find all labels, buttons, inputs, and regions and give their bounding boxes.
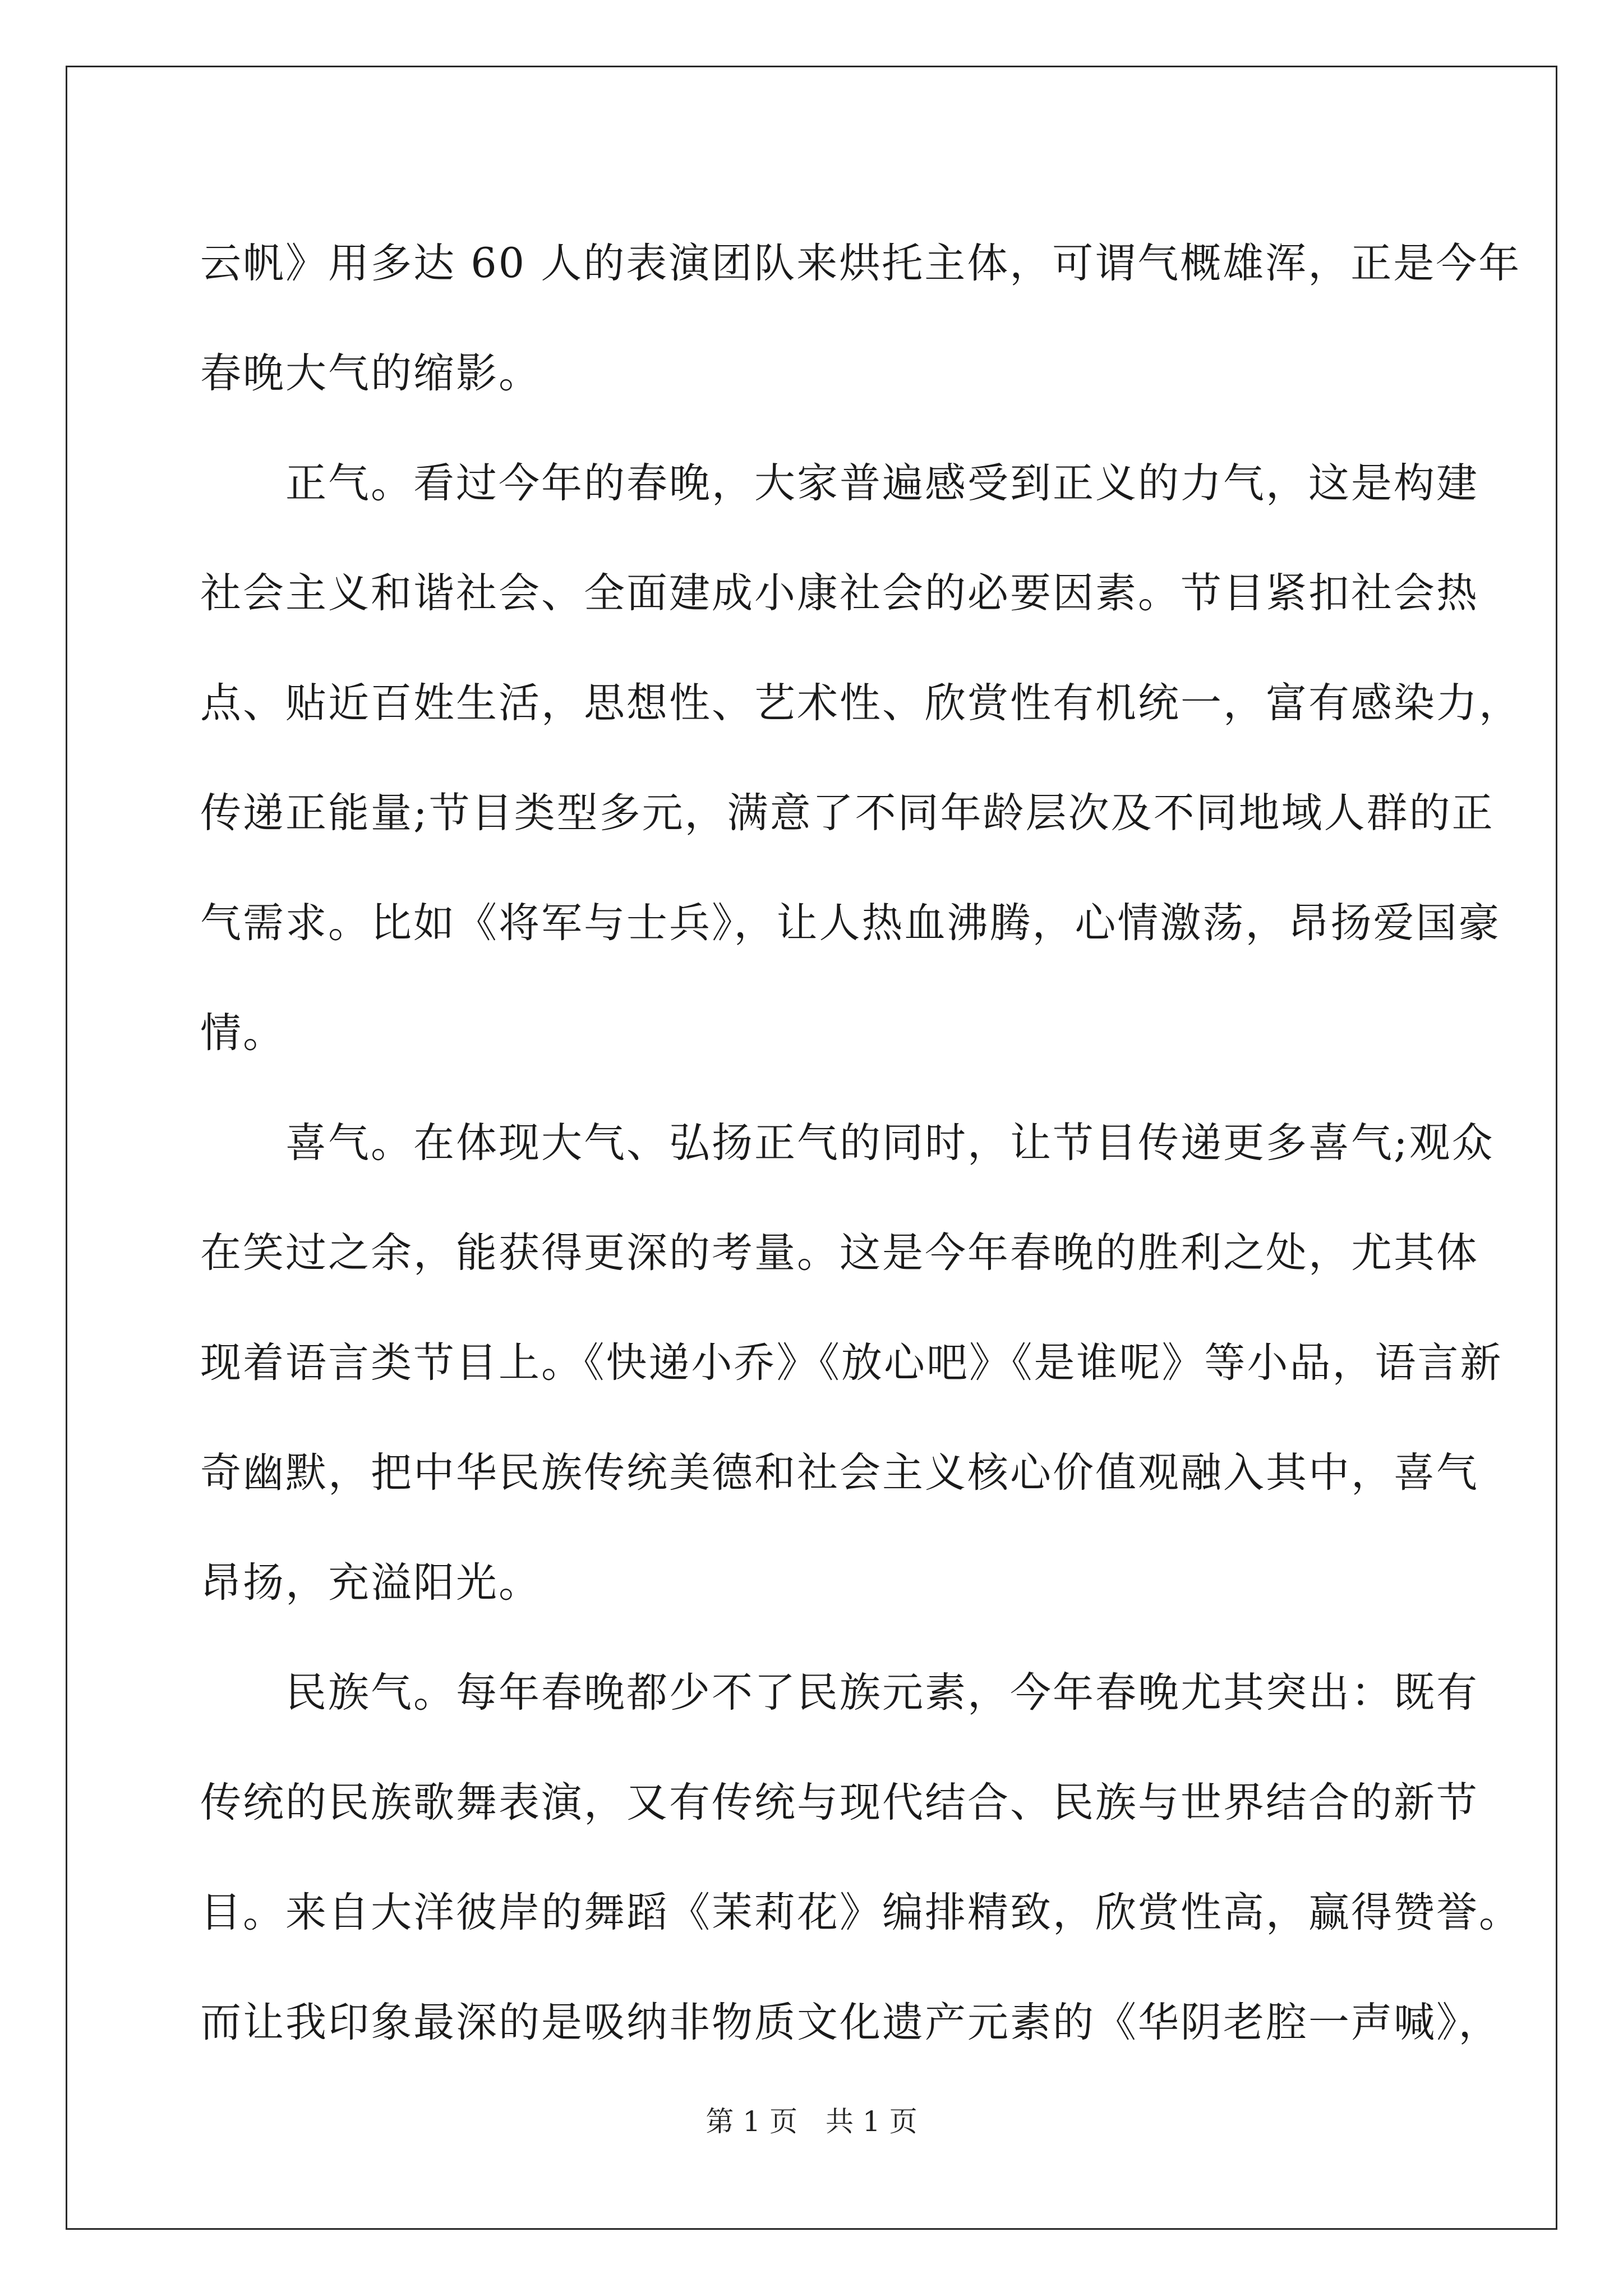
text-line: 点、贴近百姓生活，思想性、艺术性、欣赏性有机统一，富有感染力， [200,679,1521,727]
paragraph [200,429,1521,1088]
paragraph [200,1088,1503,1638]
text-line: 气需求。比如《将军与士兵》，让人热血沸腾，心情激荡，昂扬爱国豪 [200,899,1501,947]
text-line: 昂扬，充溢阳光。 [200,1559,541,1607]
text-line: 现着语言类节目上。《快递小乔》《放心吧》《是谁呢》等小品，语言新 [200,1339,1503,1387]
text-line: 喜气。在体现大气、弘扬正气的同时，让节目传递更多喜气;观众 [285,1119,1495,1167]
text-line: 云帆》用多达 60 人的表演团队来烘托主体，可谓气概雄浑，正是今年 [200,240,1521,287]
text-line: 民族气。每年春晚都少不了民族元素，今年春晚尤其突出：既有 [285,1669,1479,1717]
text-line: 情。 [200,1009,285,1057]
page-number: 第 1 页 [706,2105,797,2138]
text-line: 在笑过之余，能获得更深的考量。这是今年春晚的胜利之处，尤其体 [200,1229,1479,1277]
paragraph [200,209,1521,429]
text-line: 而让我印象最深的是吸纳非物质文化遗产元素的《华阴老腔一声喊》， [200,1999,1501,2046]
page-footer [0,2105,1623,2138]
text-line: 目。来自大洋彼岸的舞蹈《茉莉花》编排精致，欣赏性高，赢得赞誉。 [200,1889,1521,1936]
text-line: 传统的民族歌舞表演，又有传统与现代结合、民族与世界结合的新节 [200,1779,1479,1826]
text-line: 传递正能量;节目类型多元，满意了不同年龄层次及不同地域人群的正 [200,789,1495,837]
document-body [200,209,1521,2078]
text-line: 春晚大气的缩影。 [200,349,541,397]
text-line: 奇幽默，把中华民族传统美德和社会主义核心价值观融入其中，喜气 [200,1449,1479,1497]
paragraph [200,1638,1521,2078]
text-line: 正气。看过今年的春晚，大家普遍感受到正义的力气，这是构建 [285,459,1479,507]
text-line: 社会主义和谐社会、全面建成小康社会的必要因素。节目紧扣社会热 [200,569,1479,617]
page-total: 共 1 页 [826,2105,917,2138]
